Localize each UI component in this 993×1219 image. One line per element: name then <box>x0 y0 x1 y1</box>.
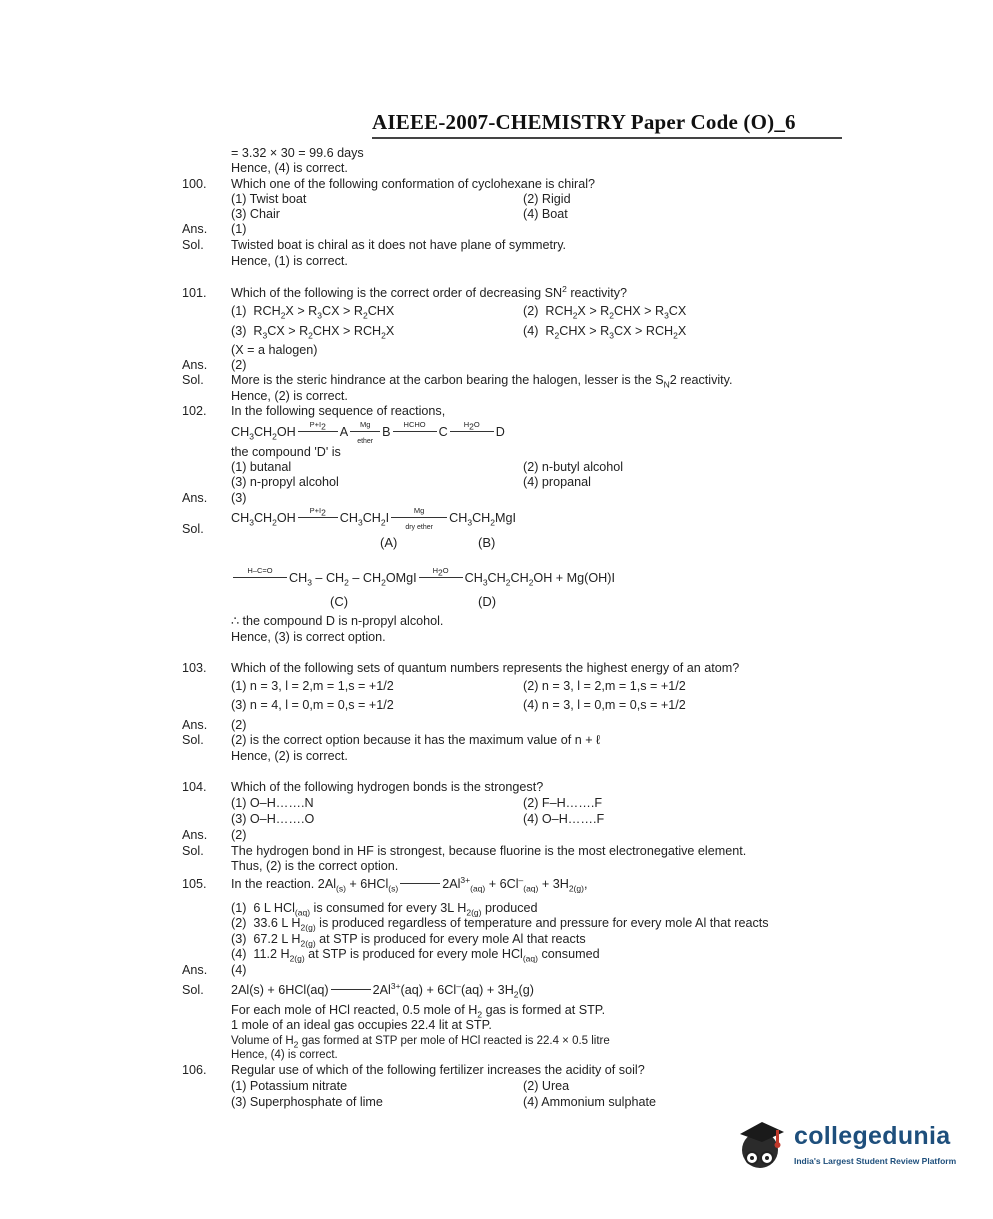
question-text: In the reaction. $2Al_{(s)} + 6HCl_{(s)}$ $2Al^{3+}_{(aq)} + 6Cl^-_{(aq)} + 3H_{2(g)}$, <box>231 874 588 894</box>
option-3: (3) 67.2 L $H_{2(g)}$ at STP is produced for every mole Al that reacts <box>231 932 586 949</box>
solution-conclusion: Hence, (2) is correct. <box>231 749 348 763</box>
solution-text-2: 1 mole of an ideal gas occupies 22.4 lit at STP. <box>231 1018 492 1032</box>
solution-conclusion: Hence, (4) is correct. <box>231 1049 338 1061</box>
solution-label: Sol. <box>182 522 204 536</box>
solution-reaction: 2Al(s) + 6HCl(aq) $2Al^{3+}(aq) + 6Cl^-(aq) + 3H_2(g)$ <box>231 980 534 1000</box>
solution-conclusion: ∴ the compound D is n-propyl alcohol. <box>231 614 444 628</box>
question-text: Which of the following sets of quantum numbers represents the highest energy of an atom? <box>231 661 740 675</box>
option-1: (1) Potassium nitrate <box>231 1079 348 1093</box>
answer-label: Ans. <box>182 358 208 372</box>
question-number: 106. <box>182 1063 207 1077</box>
solution-text: For each mole of HCl reacted, 0.5 mole of $H_2$ gas is formed at STP. <box>231 1003 606 1020</box>
answer-label: Ans. <box>182 718 208 732</box>
solution-conclusion: Thus, (2) is the correct option. <box>231 859 399 873</box>
answer-value: (3) <box>231 491 247 505</box>
question-number: 105. <box>182 877 207 891</box>
label-b: (B) <box>478 535 496 550</box>
answer-label: Ans. <box>182 222 208 236</box>
option-3: (3) Superphosphate of lime <box>231 1095 383 1109</box>
solution-conclusion-2: Hence, (3) is correct option. <box>231 630 386 644</box>
option-4: (4) Ammonium sulphate <box>523 1095 656 1109</box>
answer-value: (1) <box>231 222 247 236</box>
question-number: 100. <box>182 177 207 191</box>
option-3: (3) n = 4, l = 0,m = 0,s = +1/2 <box>231 698 394 712</box>
label-c: (C) <box>330 594 349 609</box>
solution-reaction-2: H–C=O $CH_3 - CH_2$ – $CH_2OMgI$ $H_2O$ $CH_3CH_2CH_2OH + Mg(OH)I$ <box>231 571 615 586</box>
page-title: AIEEE-2007-CHEMISTRY Paper Code (O)_6 <box>372 110 796 134</box>
solution-label: Sol. <box>182 238 204 252</box>
conclusion-line: Hence, (4) is correct. <box>231 161 348 175</box>
label-d: (D) <box>478 594 497 609</box>
solution-reaction-1: $CH_3CH_2OH$ $P+I_2$ $CH_3CH_2I$ Mg dry ether $CH_3CH_2MgI$ <box>231 506 517 531</box>
option-1: (1) 6 L HCl$_{(aq)}$ is consumed for every 3L $H_{2(g)}$ produced <box>231 901 538 918</box>
solution-text: Twisted boat is chiral as it does not have plane of symmetry. <box>231 238 567 252</box>
question-number: 103. <box>182 661 207 675</box>
logo-tagline: India's Largest Student Review Platform <box>794 1156 957 1166</box>
option-4: (4) n = 3, l = 0,m = 0,s = +1/2 <box>523 698 686 712</box>
solution-text-3: Volume of $H_2$ gas formed at STP per mole of HCl reacted is 22.4 × 0.5 litre <box>231 1035 610 1050</box>
solution-text: (2) is the correct option because it has the maximum value of n + ℓ <box>231 733 601 747</box>
option-2: (2) F–H…….F <box>523 796 603 810</box>
question-text: Which of the following is the correct order of decreasing $SN^2$ reactivity? <box>231 283 628 300</box>
question-text: Regular use of which of the following fertilizer increases the acidity of soil? <box>231 1063 645 1077</box>
collegedunia-logo <box>732 1110 962 1180</box>
answer-label: Ans. <box>182 963 208 977</box>
solution-conclusion: Hence, (2) is correct. <box>231 389 348 403</box>
answer-label: Ans. <box>182 491 208 505</box>
reaction-sequence: $CH_3CH_2OH$ $P+I_2$ A Mg ether B HCHO C $H_2O$ D <box>231 420 505 445</box>
option-1: (1) Twist boat <box>231 192 307 206</box>
option-1: (1) O–H…….N <box>231 796 314 810</box>
solution-label: Sol. <box>182 983 204 997</box>
question-number: 101. <box>182 286 207 300</box>
solution-label: Sol. <box>182 844 204 858</box>
question-text: Which one of the following conformation of cyclohexane is chiral? <box>231 177 596 191</box>
option-4: (4) Boat <box>523 207 568 221</box>
option-1: (1) $RCH_2X > R_3CX > R_2CHX$ <box>231 304 395 321</box>
solution-text: The hydrogen bond in HF is strongest, because fluorine is the most electronegative element. <box>231 844 747 858</box>
answer-value: (4) <box>231 963 247 977</box>
option-4: (4) 11.2 $H_{2(g)}$ at STP is produced for every mole HCl$_{(aq)}$ consumed <box>231 947 600 964</box>
compound-prompt: the compound 'D' is <box>231 445 341 459</box>
option-2: (2) 33.6 L $H_{2(g)}$ is produced regardless of temperature and pressure for every mole Al that reacts <box>231 916 769 933</box>
option-4: (4) propanal <box>523 475 591 489</box>
header-rule <box>372 137 842 139</box>
option-2: (2) Rigid <box>523 192 571 206</box>
solution-text: More is the steric hindrance at the carbon bearing the halogen, lesser is the $S_N2$ reactivity. <box>231 373 733 390</box>
question-number: 104. <box>182 780 207 794</box>
option-2: (2) $RCH_2X > R_2CHX > R_3CX$ <box>523 304 687 321</box>
option-3: (3) O–H…….O <box>231 812 315 826</box>
answer-value: (2) <box>231 828 247 842</box>
option-3: (3) n-propyl alcohol <box>231 475 339 489</box>
answer-value: (2) <box>231 358 247 372</box>
option-3: (3) $R_3CX > R_2CHX > RCH_2X$ <box>231 324 395 341</box>
solution-label: Sol. <box>182 733 204 747</box>
option-1: (1) butanal <box>231 460 292 474</box>
option-1: (1) n = 3, l = 2,m = 1,s = +1/2 <box>231 679 394 693</box>
option-2: (2) n-butyl alcohol <box>523 460 624 474</box>
solution-label: Sol. <box>182 373 204 387</box>
option-2: (2) n = 3, l = 2,m = 1,s = +1/2 <box>523 679 686 693</box>
option-4: (4) O–H…….F <box>523 812 605 826</box>
note-text: (X = a halogen) <box>231 343 318 357</box>
option-3: (3) Chair <box>231 207 280 221</box>
answer-value: (2) <box>231 718 247 732</box>
solution-conclusion: Hence, (1) is correct. <box>231 254 348 268</box>
answer-label: Ans. <box>182 828 208 842</box>
question-number: 102. <box>182 404 207 418</box>
label-a: (A) <box>380 535 398 550</box>
mascot-icon <box>732 1110 792 1180</box>
question-text: Which of the following hydrogen bonds is the strongest? <box>231 780 544 794</box>
calc-line: = 3.32 × 30 = 99.6 days <box>231 146 364 160</box>
option-2: (2) Urea <box>523 1079 570 1093</box>
question-text: In the following sequence of reactions, <box>231 404 446 418</box>
logo-wordmark: collegedunia <box>794 1122 951 1150</box>
option-4: (4) $R_2CHX > R_3CX > RCH_2X$ <box>523 324 687 341</box>
